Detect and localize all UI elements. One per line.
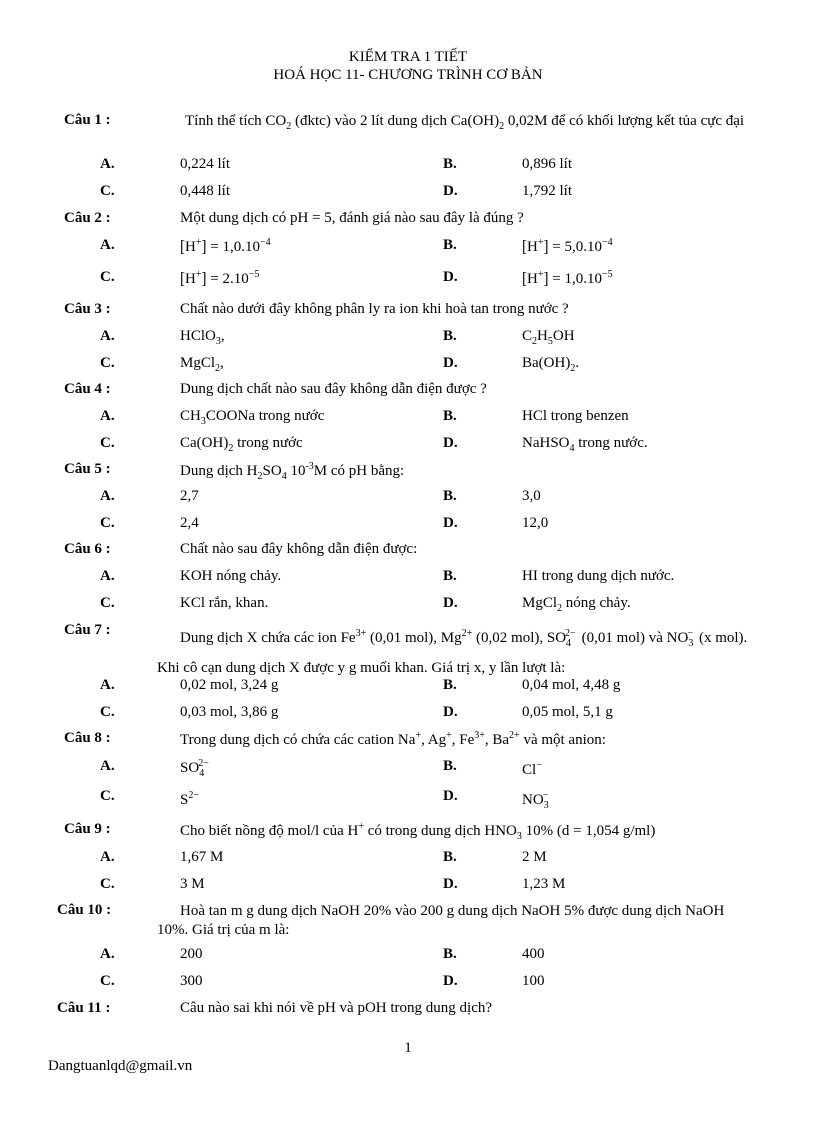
option-b: 0,04 mol, 4,48 g [522,677,621,693]
options-row [0,355,816,377]
option-c-label: C. [100,435,115,451]
option-c: MgCl$_2$, [180,355,224,374]
option-d-label: D. [443,269,458,285]
option-a-label: A. [100,758,115,774]
option-a-label: A. [100,488,115,504]
question-text: Chất nào sau đây không dẫn điện được: [180,541,418,557]
option-c: 300 [180,973,203,989]
option-d-label: D. [443,876,458,892]
question-label: Câu 1 : [64,112,111,128]
question-label: Câu 3 : [64,301,111,317]
question-11 [0,1000,816,1022]
option-d: 100 [522,973,545,989]
question-text: Dung dịch $H_2SO_4$ $10^{-3}M$ có pH bằng: [180,461,405,482]
footer-email: Dangtuanlqd@gmail.vn [48,1058,193,1074]
option-a-label: A. [100,328,115,344]
question-label: Câu 11 : [57,1000,111,1016]
options-row [0,849,816,871]
option-c-label: C. [100,876,115,892]
question-text: Chất nào dưới đây không phân ly ra ion khi hoà tan trong nước ? [180,301,569,317]
option-a: 0,02 mol, 3,24 g [180,677,279,693]
option-b: $C_2H_5OH$ [522,328,575,347]
options-row [0,973,816,995]
option-d-label: D. [443,435,458,451]
option-a: $CH_3COONa$ trong nước [180,408,325,427]
option-c: KCl rắn, khan. [180,595,269,611]
options-row [0,328,816,350]
question-label: Câu 7 : [64,622,111,638]
options-row [0,677,816,699]
option-a: 2,7 [180,488,199,504]
options-row [0,568,816,590]
options-row [0,946,816,968]
question-text: Một dung dịch có pH = 5, đánh giá nào sau đây là đúng ? [180,210,524,226]
options-row [0,269,816,291]
option-c-label: C. [100,973,115,989]
option-a-label: A. [100,568,115,584]
option-d-label: D. [443,355,458,371]
question-6 [0,541,816,563]
question-1 [0,112,816,134]
question-label: Câu 4 : [64,381,111,397]
option-d-label: D. [443,788,458,804]
option-b-label: B. [443,156,457,172]
option-b-label: B. [443,568,457,584]
option-c-label: C. [100,515,115,531]
option-c-label: C. [100,788,115,804]
option-a: $SO_4^{2-}$ [180,758,209,779]
option-b-label: B. [443,328,457,344]
option-d: 12,0 [522,515,549,531]
option-a-label: A. [100,946,115,962]
question-text: Tính thể tích $CO_2$ (đktc) vào 2 lít dung dịch $Ca(OH)_2$ 0,02M để có khối lượng kết tủa cực đại [185,113,745,132]
option-d-label: D. [443,704,458,720]
option-c-label: C. [100,595,115,611]
option-c: 0,03 mol, 3,86 g [180,704,279,720]
option-d: $[H^+] = 1,0.10^{-5}$ [522,269,613,289]
question-7 [0,622,816,676]
option-d: $Ba(OH)_2$. [522,355,580,374]
options-row [0,704,816,726]
page-number: 1 [404,1040,412,1056]
question-label: Câu 6 : [64,541,111,557]
options-row [0,183,816,205]
options-row [0,595,816,617]
option-b: Cl− [522,760,542,778]
question-label: Câu 8 : [64,730,111,746]
option-d: 1,792 lít [522,183,573,199]
options-row [0,515,816,537]
option-a: KOH nóng chảy. [180,568,282,584]
question-text: Trong dung dịch có chứa các cation Na+, Ag+, $Fe^{3+}$, $Ba^{2+}$ và một anion: [180,730,606,748]
option-b: $[H^+] = 5,0.10^{-4}$ [522,237,613,257]
option-c: $Ca(OH)_2$ trong nước [180,435,303,454]
question-label: Câu 10 : [57,902,112,918]
option-b: HCl trong benzen [522,408,629,424]
option-b-label: B. [443,758,457,774]
option-c-label: C. [100,355,115,371]
option-c: 2,4 [180,515,199,531]
option-d: NaHSO$_4$ trong nước. [522,435,648,454]
question-text: Cho biết nồng độ mol/l của H+ có trong dung dịch $HNO_3$ 10% (d = 1,054 g/ml) [180,821,656,842]
options-row [0,435,816,457]
option-b: HI trong dung dịch nước. [522,568,675,584]
exam-title: KIỂM TRA 1 TIẾT [348,49,468,65]
option-d-label: D. [443,973,458,989]
option-a-label: A. [100,849,115,865]
option-d: $NO_3^-$ [522,790,549,811]
options-row [0,237,816,259]
question-label: Câu 5 : [64,461,111,477]
option-a: $[H^+] = 1,0.10^{-4}$ [180,237,271,257]
option-c: $S^{2-}$ [180,790,199,808]
exam-subtitle: HOÁ HỌC 11- CHƯƠNG TRÌNH CƠ BẢN [273,67,543,83]
options-row [0,758,816,780]
options-row [0,408,816,430]
options-row [0,488,816,510]
question-3 [0,301,816,323]
option-c: $[H^+] = 2.10^{-5}$ [180,269,260,289]
option-c-label: C. [100,704,115,720]
options-row [0,788,816,810]
question-9 [0,821,816,843]
question-label: Câu 2 : [64,210,111,226]
question-text: Dung dịch chất nào sau đây không dẫn điện được ? [180,381,487,397]
option-a-label: A. [100,677,115,693]
question-text: Dung dịch X chứa các ion $Fe^{3+}$ (0,01 mol), $Mg^{2+}$ (0,02 mol), $SO_4^{2-}$ (0,01 mol) và $NO_3^-$ (x mol). Khi cô cạn dung dịch X được y g muối khan. Giá trị x, y lần lượt là: [157,628,748,676]
option-a-label: A. [100,408,115,424]
option-b-label: B. [443,946,457,962]
option-b: 3,0 [522,488,541,504]
option-b-label: B. [443,488,457,504]
question-4 [0,381,816,403]
option-d: MgCl$_2$ nóng chảy. [522,595,631,614]
option-a: 200 [180,946,203,962]
option-d-label: D. [443,183,458,199]
question-2 [0,210,816,232]
options-row [0,876,816,898]
option-b-label: B. [443,849,457,865]
option-b-label: B. [443,677,457,693]
option-c: 3 M [180,876,205,892]
option-d-label: D. [443,595,458,611]
options-row [0,156,816,178]
question-5 [0,461,816,483]
option-c: 0,448 lít [180,183,231,199]
option-a: HClO$_3$, [180,328,225,347]
option-c-label: C. [100,269,115,285]
option-b-label: B. [443,408,457,424]
question-text: Câu nào sai khi nói về pH và pOH trong dung dịch? [180,1000,493,1016]
question-8 [0,730,816,752]
option-b: 0,896 lít [522,156,573,172]
option-d: 1,23 M [522,876,566,892]
question-10 [0,902,816,942]
question-label: Câu 9 : [64,821,111,837]
option-c-label: C. [100,183,115,199]
option-a: 0,224 lít [180,156,231,172]
option-b-label: B. [443,237,457,253]
option-a-label: A. [100,237,115,253]
option-d-label: D. [443,515,458,531]
option-a: 1,67 M [180,849,224,865]
question-text: Hoà tan m g dung dịch NaOH 20% vào 200 g dung dịch NaOH 5% được dung dịch NaOH 10%. Giá trị của m là: [157,903,725,938]
option-b: 400 [522,946,545,962]
option-d: 0,05 mol, 5,1 g [522,704,613,720]
option-b: 2 M [522,849,547,865]
option-a-label: A. [100,156,115,172]
